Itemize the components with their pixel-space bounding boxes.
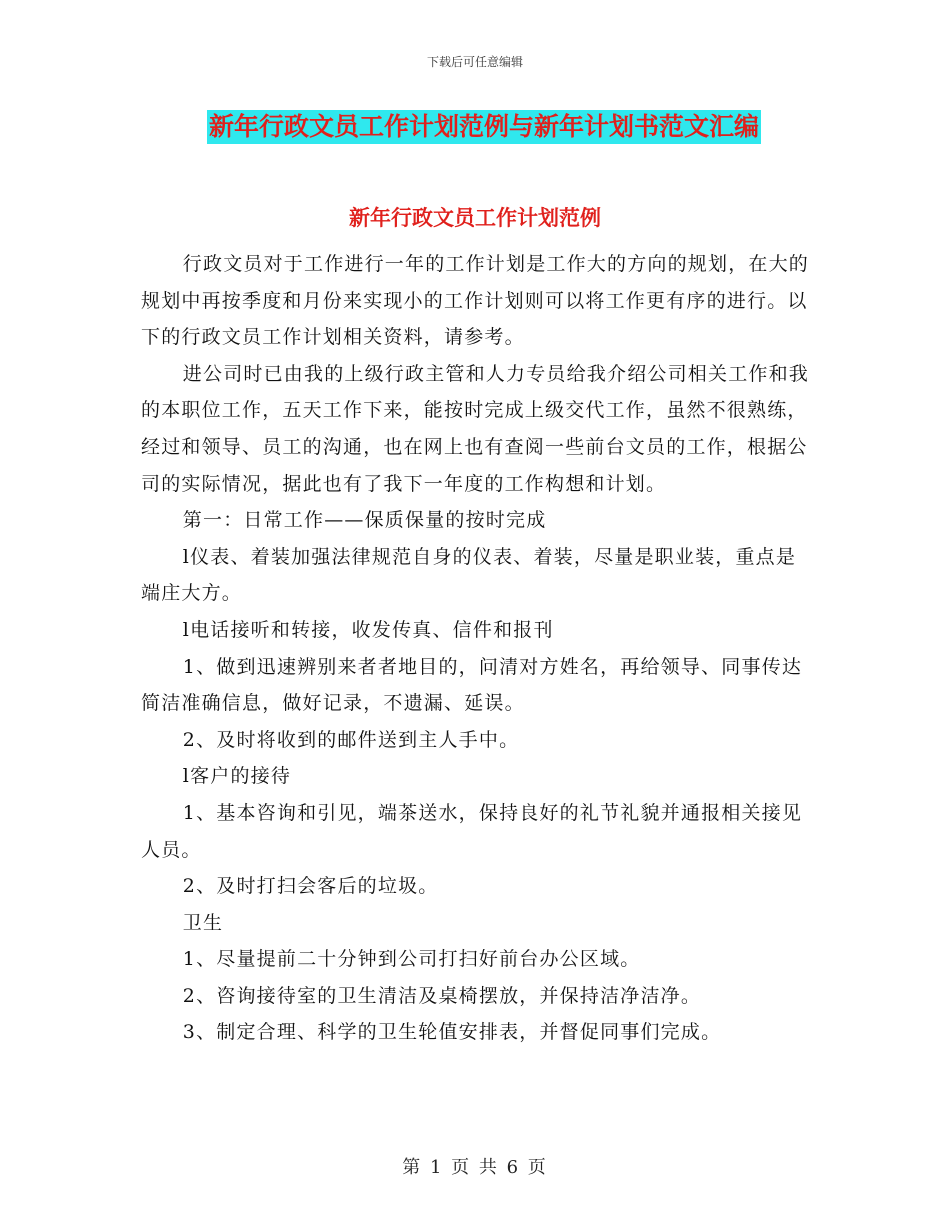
paragraph: 2、及时将收到的邮件送到主人手中。	[182, 728, 520, 751]
paragraph: 1、做到迅速辨别来者者地目的，问清对方姓名，再给领导、同事传达简洁准确信息，做好记录，不遗漏、延误。	[141, 655, 803, 715]
paragraph: l仪表、着装加强法律规范自身的仪表、着装，尽量是职业装，重点是端庄大方。	[141, 545, 797, 605]
paragraph: 行政文员对于工作进行一年的工作计划是工作大的方向的规划，在大的规划中再按季度和月份来实现小的工作计划则可以将工作更有序的进行。以下的行政文员工作计划相关资料，请参考。	[141, 253, 809, 349]
paragraph: 2、及时打扫会客后的垃圾。	[182, 875, 439, 898]
paragraph: 1、基本咨询和引见，端茶送水，保持良好的礼节礼貌并通报相关接见人员。	[141, 801, 803, 861]
paragraph: 1、尽量提前二十分钟到公司打扫好前台办公区域。	[182, 948, 641, 971]
paragraph: l客户的接待	[182, 765, 292, 788]
paragraph: 进公司时已由我的上级行政主管和人力专员给我介绍公司相关工作和我的本职位工作，五天工作下来，能按时完成上级交代工作，虽然不很熟练，经过和领导、员工的沟通，也在网上也有查阅一些前台文员的工作，根据公司的实际情况，据此也有了我下一年度的工作构想和计划。	[141, 362, 809, 495]
document-body	[141, 246, 811, 1051]
paragraph: 卫生	[182, 911, 224, 934]
section-heading: 新年行政文员工作计划范例	[349, 206, 601, 230]
paragraph: 2、咨询接待室的卫生清洁及桌椅摆放，并保持洁净洁净。	[182, 984, 702, 1007]
document-title: 新年行政文员工作计划范例与新年计划书范文汇编	[207, 110, 761, 144]
page-header-note: 下载后可任意编辑	[426, 55, 523, 69]
paragraph: 第一：日常工作——保质保量的按时完成	[182, 509, 547, 532]
paragraph: l电话接听和转接，收发传真、信件和报刊	[182, 618, 554, 641]
paragraph: 3、制定合理、科学的卫生轮值安排表，并督促同事们完成。	[182, 1021, 722, 1044]
page-number: 第 1 页 共 6 页	[402, 1157, 548, 1178]
